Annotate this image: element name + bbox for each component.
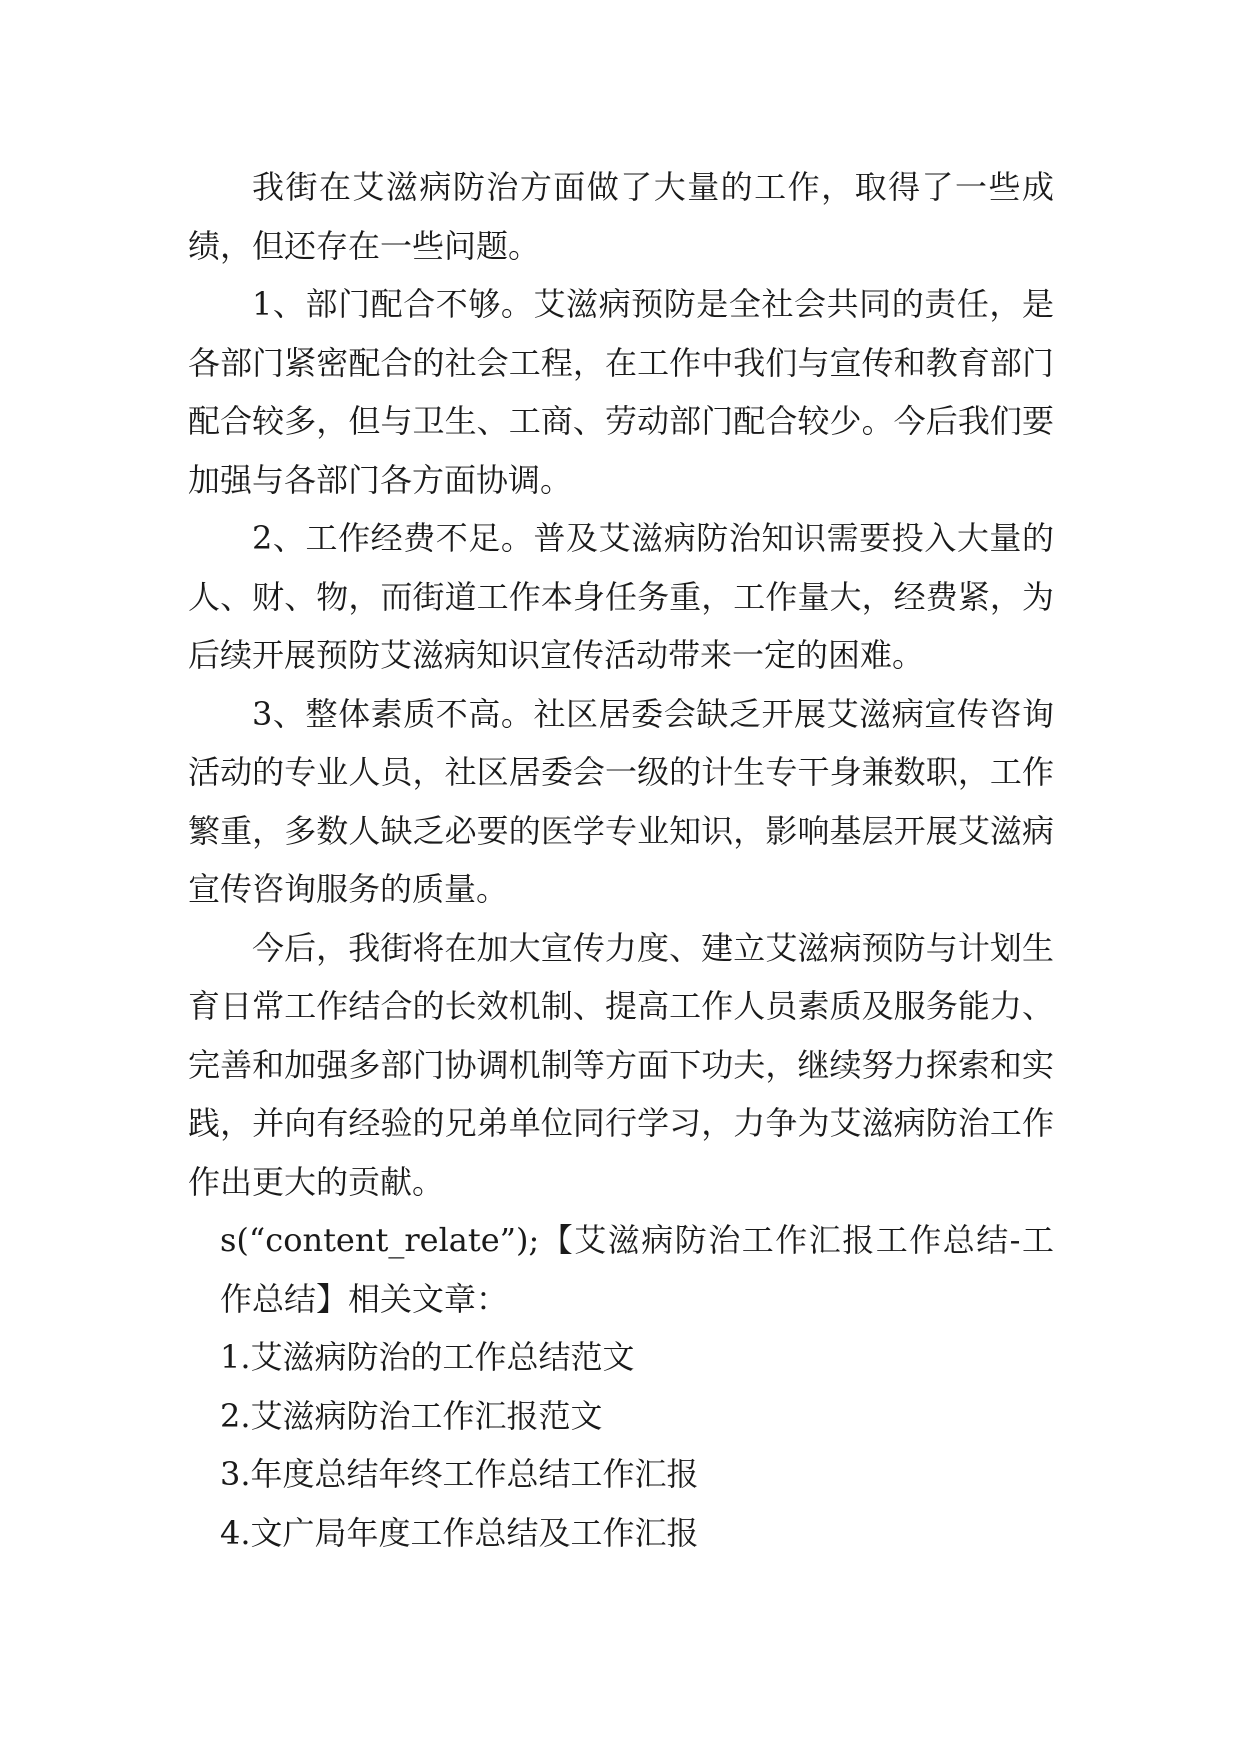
related-articles-heading: s(“content_relate”);【艾滋病防治工作汇报工作总结-工作总结】相关文章： <box>220 1221 1054 1318</box>
related-article-link[interactable]: 4.文广局年度工作总结及工作汇报 <box>220 1513 699 1552</box>
related-article-link[interactable]: 1.艾滋病防治的工作总结范文 <box>220 1338 635 1376</box>
paragraph-issue-1: 1、部门配合不够。艾滋病预防是全社会共同的责任，是各部门紧密配合的社会工程，在工作中我们与宣传和教育部门配合较多，但与卫生、工商、劳动部门配合较少。今后我们要加强与各部门各方面协调。 <box>188 285 1054 499</box>
related-article-link[interactable]: 2.艾滋病防治工作汇报范文 <box>220 1396 603 1435</box>
document-body <box>188 158 1054 1562</box>
paragraph-issue-2: 2、工作经费不足。普及艾滋病防治知识需要投入大量的人、财、物，而街道工作本身任务重，工作量大，经费紧，为后续开展预防艾滋病知识宣传活动带来一定的困难。 <box>188 519 1054 674</box>
paragraph-conclusion: 今后，我街将在加大宣传力度、建立艾滋病预防与计划生育日常工作结合的长效机制、提高工作人员素质及服务能力、完善和加强多部门协调机制等方面下功夫，继续努力探索和实践，并向有经验的兄弟单位同行学习，力争为艾滋病防治工作作出更大的贡献。 <box>188 928 1054 1201</box>
related-article-link[interactable]: 3.年度总结年终工作总结工作汇报 <box>220 1455 699 1493</box>
paragraph-intro: 我街在艾滋病防治方面做了大量的工作，取得了一些成绩，但还存在一些问题。 <box>188 168 1054 265</box>
paragraph-issue-3: 3、整体素质不高。社区居委会缺乏开展艾滋病宣传咨询活动的专业人员，社区居委会一级的计生专干身兼数职，工作繁重，多数人缺乏必要的医学专业知识，影响基层开展艾滋病宣传咨询服务的质量。 <box>188 694 1054 908</box>
